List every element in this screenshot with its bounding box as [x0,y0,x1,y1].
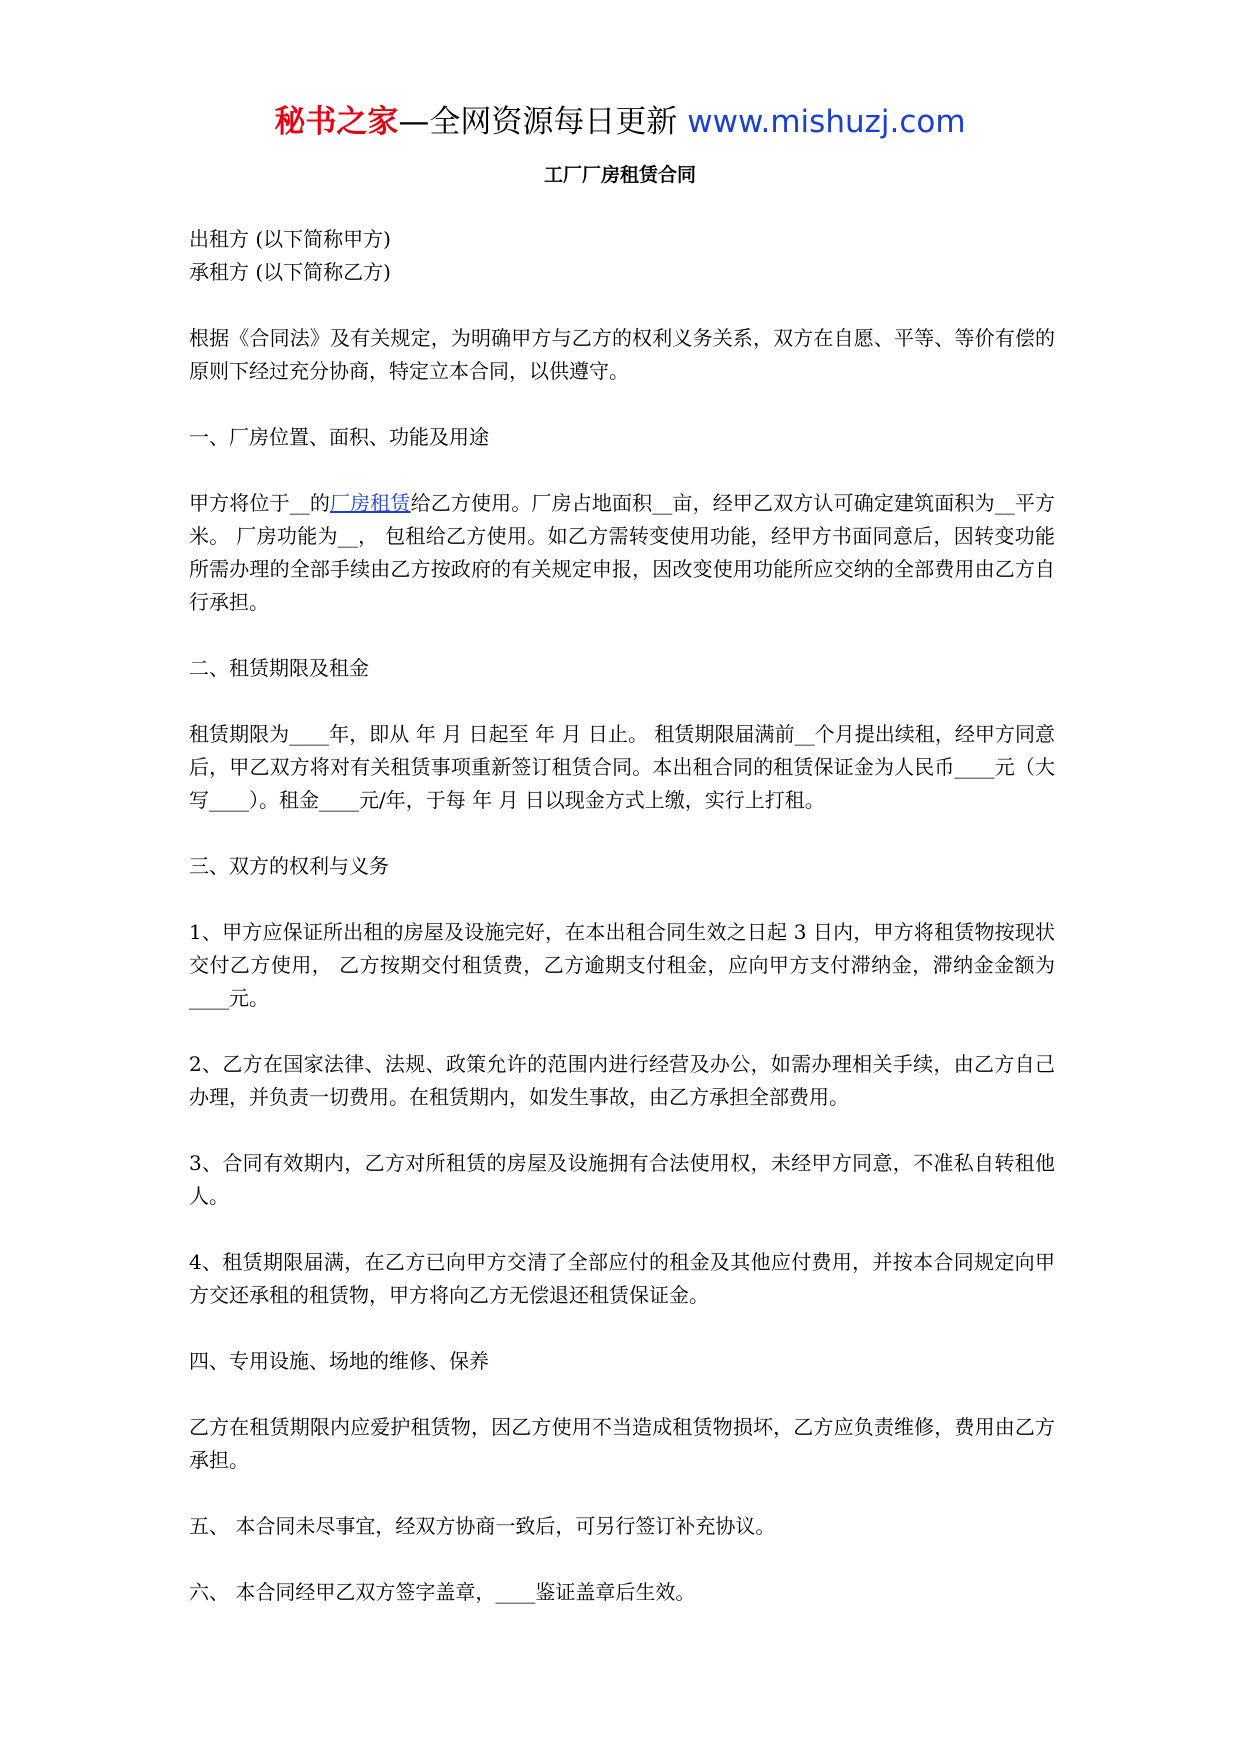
section-3-item-1: 1、甲方应保证所出租的房屋及设施完好，在本出租合同生效之日起 3 日内，甲方将租赁物按现状交付乙方使用， 乙方按期交付租赁费，乙方逾期支付租金，应向甲方支付滞纳金，滞纳金金额为____元。 [189,920,1055,1010]
section-5-paragraph: 五、 本合同未尽事宜，经双方协商一致后，可另行签订补充协议。 [189,1514,776,1538]
factory-rental-link[interactable]: 厂房租赁 [330,491,411,515]
banner-url[interactable]: www.mishuzj.com [687,104,966,140]
section-3-item-4: 4、租赁期限届满，在乙方已向甲方交清了全部应付的租金及其他应付费用，并按本合同规定向甲方交还承租的租赁物，甲方将向乙方无偿退还租赁保证金。 [189,1250,1055,1307]
section-1-paragraph [189,487,1055,619]
lessor-line: 出租方 (以下简称甲方) [189,227,391,251]
document-title: 工厂厂房租赁合同 [543,164,696,186]
section-2-heading: 二、租赁期限及租金 [189,656,369,680]
site-banner [0,100,1240,144]
lessee-line: 承租方 (以下简称乙方) [189,260,391,284]
section-1-text-after: 给乙方使用。厂房占地面积__亩，经甲乙双方认可确定建筑面积为__平方米。 厂房功能为__， 包租给乙方使用。如乙方需转变使用功能，经甲方书面同意后，因转变功能所需办理的全部手续由乙方按政府的有关规定申报，因改变使用功能所应交纳的全部费用由乙方自行承担。 [189,491,1056,614]
banner-slogan: —全网资源每日更新 [398,104,688,140]
section-1-heading: 一、厂房位置、面积、功能及用途 [189,425,489,449]
section-6-paragraph: 六、 本合同经甲乙双方签字盖章，____鉴证盖章后生效。 [189,1580,696,1604]
section-4-heading: 四、专用设施、场地的维修、保养 [189,1349,489,1373]
section-3-item-3: 3、合同有效期内，乙方对所租赁的房屋及设施拥有合法使用权，未经甲方同意，不准私自转租他人。 [189,1151,1055,1208]
section-2-paragraph: 租赁期限为____年，即从 年 月 日起至 年 月 日止。 租赁期限届满前__个月提出续租，经甲方同意后，甲乙双方将对有关租赁事项重新签订租赁合同。本出租合同的租赁保证金为人民币____元（大写____）。租金____元/年，于每 年 月 日以现金方式上缴，实行上打租。 [189,722,1055,812]
section-4-paragraph: 乙方在租赁期限内应爱护租赁物，因乙方使用不当造成租赁物损坏，乙方应负责维修，费用由乙方承担。 [189,1415,1055,1472]
section-3-heading: 三、双方的权利与义务 [189,854,389,878]
section-3-item-2: 2、乙方在国家法律、法规、政策允许的范围内进行经营及办公，如需办理相关手续，由乙方自己办理，并负责一切费用。在租赁期内，如发生事故，由乙方承担全部费用。 [189,1052,1055,1109]
banner-brand: 秘书之家 [274,104,399,140]
preamble-paragraph: 根据《合同法》及有关规定，为明确甲方与乙方的权利义务关系，双方在自愿、平等、等价有偿的原则下经过充分协商，特定立本合同，以供遵守。 [189,326,1055,383]
document-body [189,223,1055,1609]
section-1-text-before: 甲方将位于__的 [189,491,330,515]
